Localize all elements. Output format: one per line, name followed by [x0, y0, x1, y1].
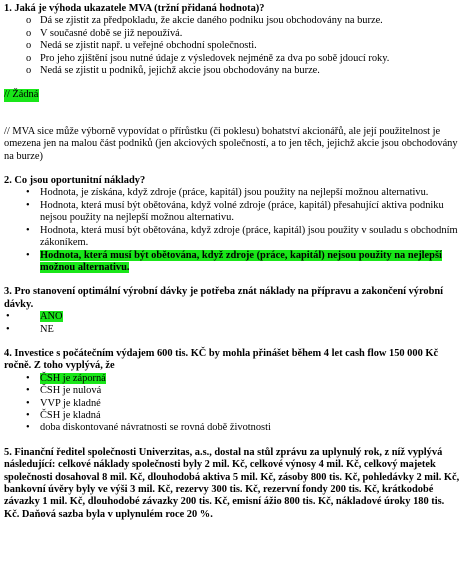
list-item: • ČSH je nulová	[26, 385, 102, 397]
list-item: o Nedá se zjistit např. u veřejné obchodní společnosti.	[26, 40, 257, 52]
question-2-title: 2. Co jsou oportunitní náklady?	[4, 175, 146, 187]
list-item-correct: • Hodnota, která musí být obětována, když zdroje (práce, kapitál) nejsou použity na nejlepší možnou alternativu.	[26, 249, 442, 273]
list-item: o Nedá se zjistit u podniků, jejichž akcie jsou obchodovány na burze.	[26, 65, 320, 77]
question-3-title: 3. Pro stanovení optimální výrobní dávky je potřeba znát náklady na přípravu a zakončení výrobní dávky.	[4, 286, 444, 310]
list-item-correct: • ČSH je záporná	[26, 372, 106, 384]
list-item: o Dá se zjistit za předpokladu, že akcie daného podniku jsou obchodovány na burze.	[26, 15, 383, 27]
list-item: o Pro jeho zjištění jsou nutné údaje z výsledovek nejméně za dva po sobě jdoucí roky.	[26, 52, 390, 64]
question-1-note: // MVA sice může výborně vypovídat o přírůstku (či poklesu) bohatství akcionářů, ale její použitelnost je omezena jen na malou část podniků (jen akciových společností, a to jen těch, jejichž akcie jsou obchodovány na burze)	[4, 125, 458, 162]
question-4-options	[4, 373, 460, 435]
question-1-answer: // Žádná	[4, 89, 39, 101]
list-item: o V současné době se již nepoužívá.	[26, 27, 183, 39]
list-item: • Hodnota, je získána, když zdroje (práce, kapitál) jsou použity na nejlepší možnou alternativu.	[26, 187, 429, 199]
list-item: • Hodnota, která musí být obětována, když zdroje (práce, kapitál) jsou použity v souladu s obchodním zákoníkem.	[26, 224, 458, 249]
question-4-title: 4. Investice s počátečním výdajem 600 tis. KČ by mohla přinášet během 4 let cash flow 150 000 Kč ročně. Z toho vyplývá, že	[4, 347, 439, 372]
question-1-options	[4, 15, 460, 77]
question-2-options	[4, 187, 460, 274]
list-item: • ČSH je kladná	[26, 409, 101, 421]
list-item: • NE	[6, 323, 54, 335]
list-item: • VVP je kladné	[26, 397, 101, 409]
question-3-options	[4, 311, 460, 336]
question-1-title: 1. Jaká je výhoda ukazatele MVA (tržní přidaná hodnota)?	[4, 3, 265, 14]
list-item: • doba diskontované návratnosti se rovná době životnosti	[26, 422, 271, 434]
list-item-correct: • ANO	[6, 311, 63, 323]
question-5-title: 5. Finanční ředitel společnosti Univerzitas, a.s., dostal na stůl zprávu za uplynulý rok, z níž vyplývá následující: celkové náklady společnosti byly 2 mil. Kč, celkové výnosy 4 mil. Kč, celkový majetek společnosti dosahoval 8 mil. Kč, dlouhodobá aktiva 5 mil. Kč, zásoby 800 tis. Kč, pohledávky 2 mil. Kč, bankovní úvěry byly ve výši 3 mil. Kč, rezervy 300 tis. Kč, rezervní fondy 200 tis. Kč, krátkodobé závazky 1 mil. Kč, dlouhodobé závazky 200 tis. Kč, emisní ážio 800 tis. Kč, nákladové úroky 180 tis. Kč. Daňová sazba byla v uplynulém roce 20 %.	[4, 446, 460, 520]
list-item: • Hodnota, která musí být obětována, když volné zdroje (práce, kapitál) přesahující aktiva podniku nejsou použity na nejlepší možnou alternativu.	[26, 199, 444, 224]
